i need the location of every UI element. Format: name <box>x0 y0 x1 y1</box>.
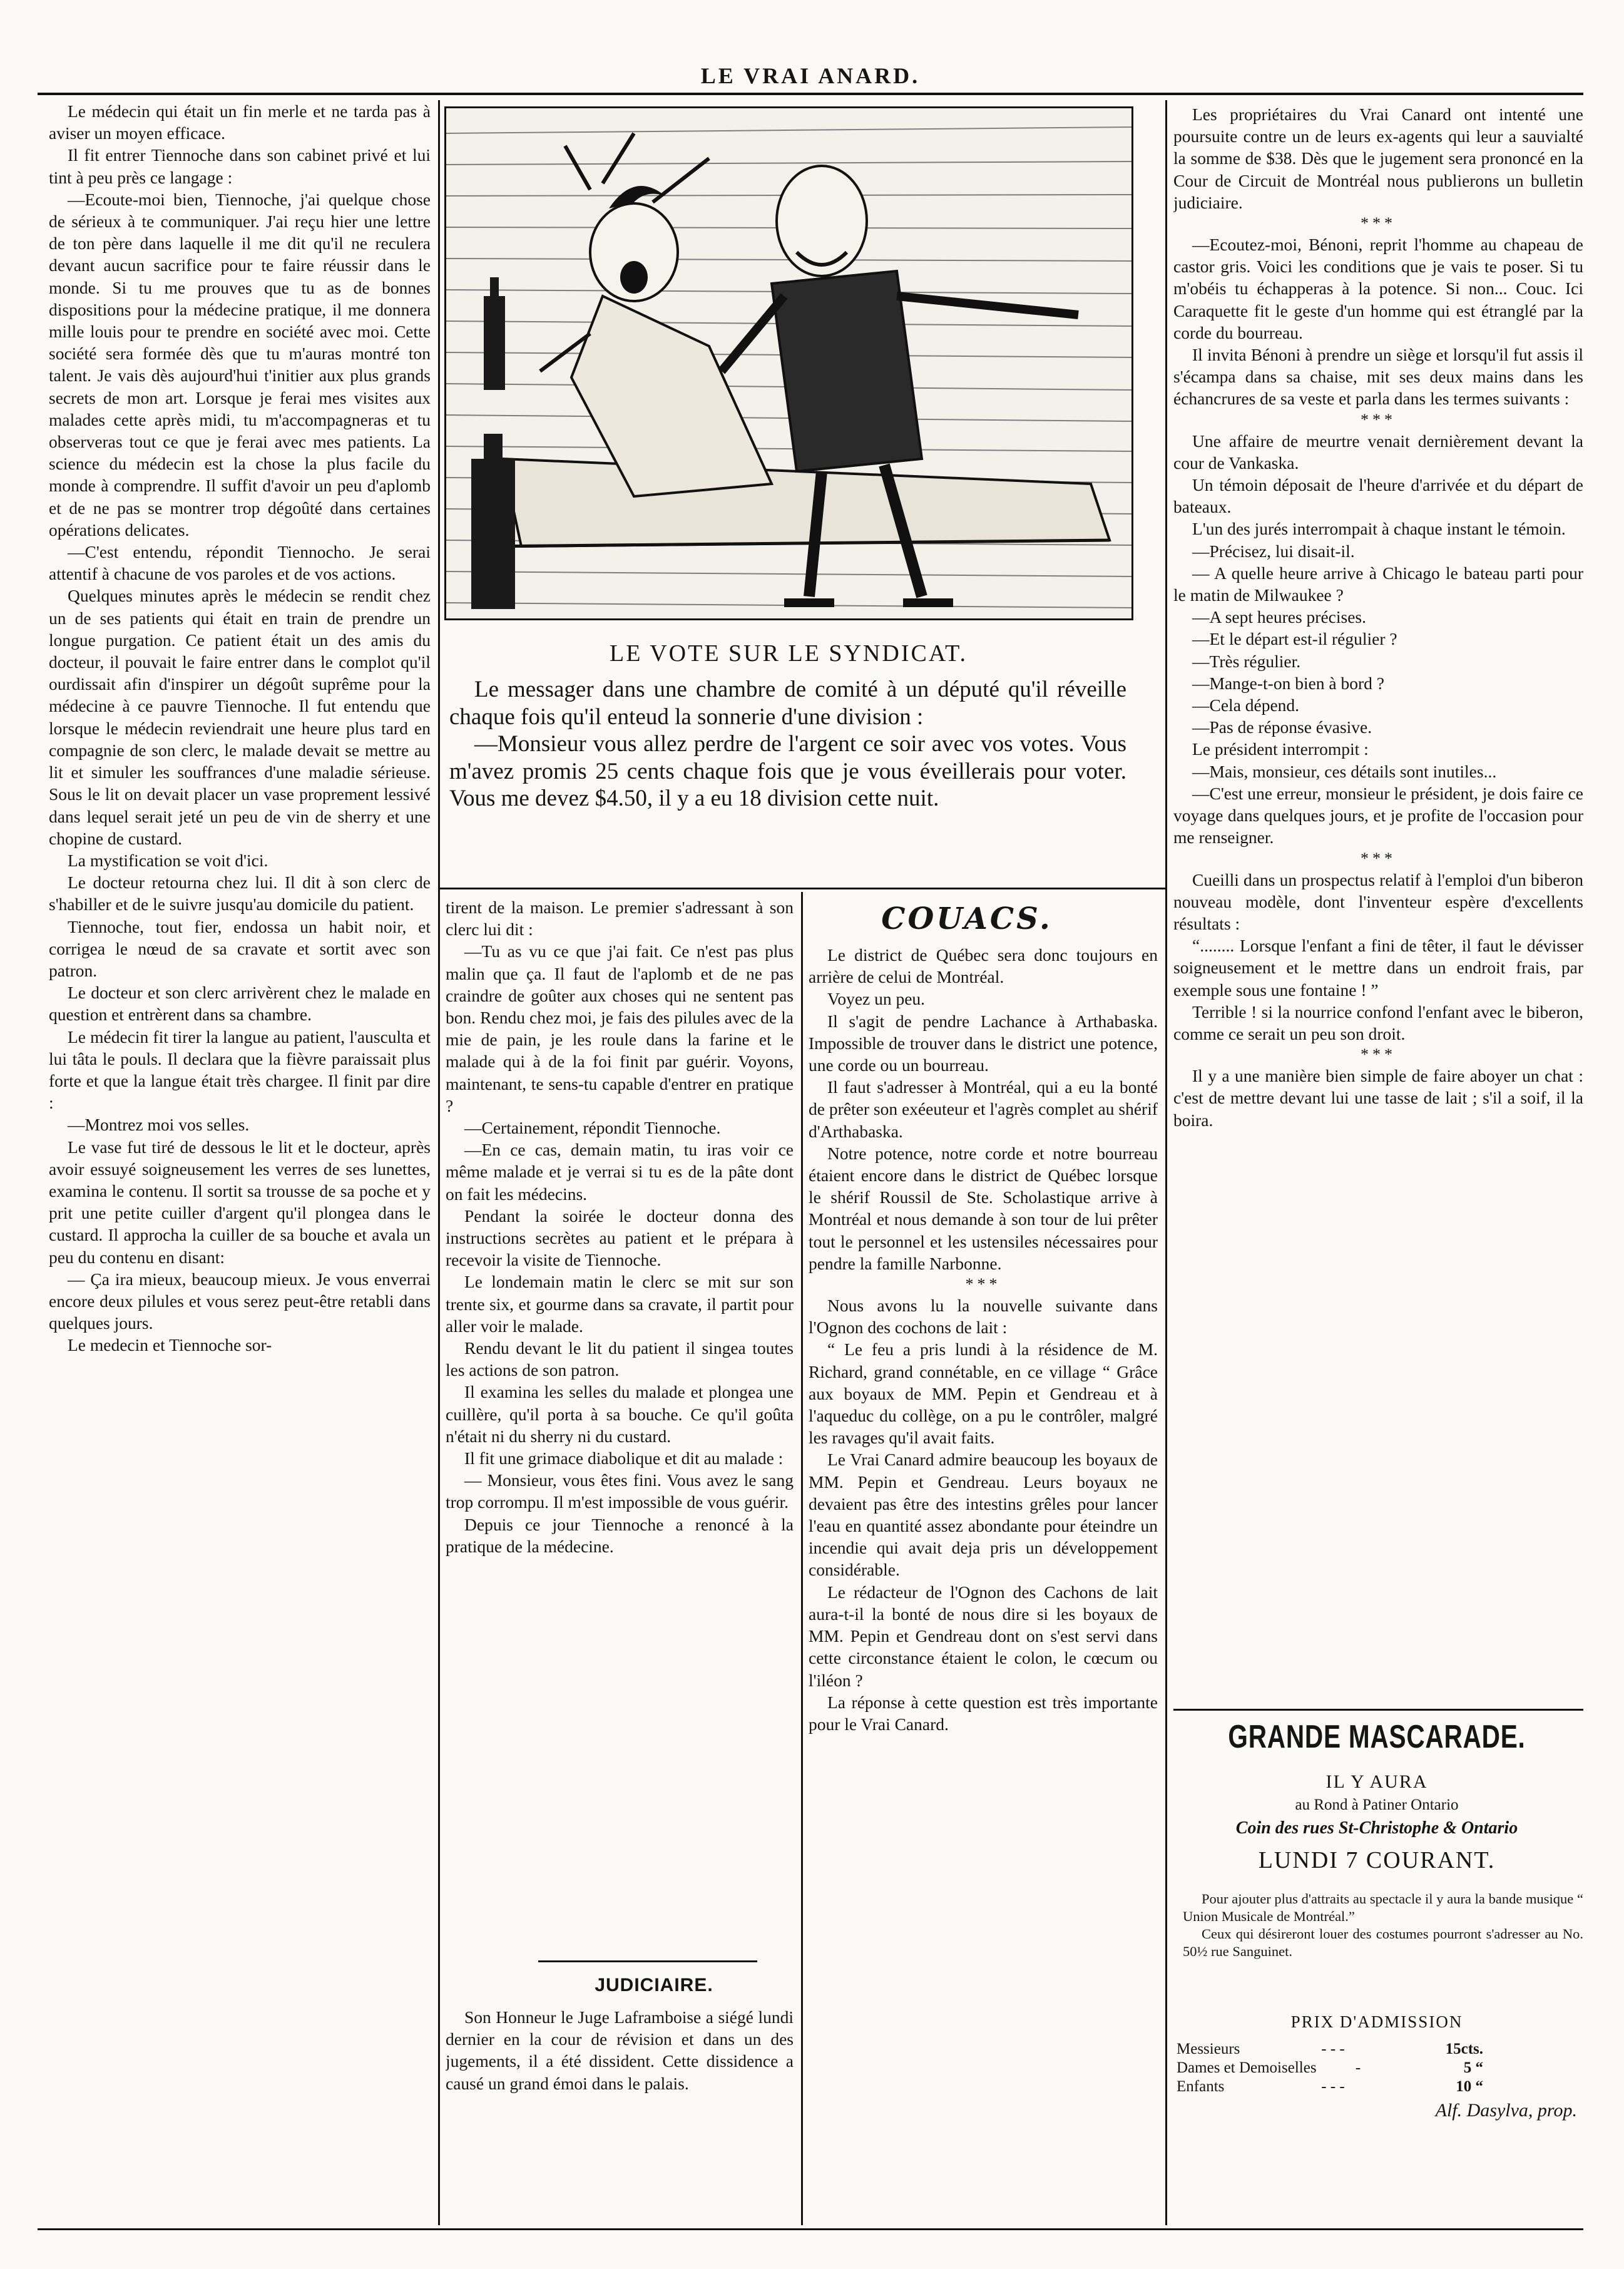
col4-paragraph: — A quelle heure arrive à Chicago le bateau parti pour le matin de Milwaukee ? <box>1173 563 1583 605</box>
col4-paragraph: Il invita Bénoni à prendre un siège et lorsqu'il fut assis il s'écampa dans sa chaise, mit ses deux mains dans les échancrures de sa veste et parla dans les termes suivants : <box>1173 345 1583 409</box>
col4-paragraph: Terrible ! si la nourrice confond l'enfant avec le biberon, comme ce serait un peu son droit. <box>1173 1001 1583 1043</box>
col4-paragraph: “........ Lorsque l'enfant a fini de têter, il faut le dévisser soigneusement et le mettre dans un endroit frais, par exemple sous une fontaine ! ” <box>1173 936 1583 1000</box>
col1-paragraph: —Montrez moi vos selles. <box>68 1115 250 1135</box>
col2-paragraph: Il fit une grimace diabolique et dit au malade : <box>464 1448 784 1468</box>
col4-paragraph: —Mais, monsieur, ces détails sont inutiles... <box>1192 761 1497 781</box>
col4-paragraph: Il y a une manière bien simple de faire aboyer un chat : c'est de mettre devant lui une tasse de lait ; s'il a soif, il la boira. <box>1173 1066 1583 1130</box>
couacs-paragraph: Le Vrai Canard admire beaucoup les boyaux de MM. Pepin et Gendreau. Leurs boyaux ne devaient pas être des intestins grêles pour lancer l'eau en quantité assez abondante pour éteindre un incendie qui avait deja pris un développement considérable. <box>809 1450 1158 1580</box>
col1-paragraph: —C'est entendu, répondit Tiennocho. Je serai attentif à chacune de vos paroles et de vos actions. <box>49 542 431 584</box>
col4-paragraph: —Pas de réponse évasive. <box>1192 717 1372 737</box>
couacs-quote: “ Le feu a pris lundi à la résidence de M. Richard, grand connétable, en ce village “ Grâce aux boyaux de MM. Pepin et Gendreau et à l'aqueduc du collège, on a pu le contrôler, malgré les ravages qu'il avait faits. <box>809 1339 1158 1448</box>
couacs-paragraph: Nous avons lu la nouvelle suivante dans l'Ognon des cochons de lait : <box>809 1296 1158 1338</box>
caption-title: LE VOTE SUR LE SYNDICAT. <box>610 640 968 667</box>
ad-body <box>1170 1890 1583 1960</box>
column-4 <box>1173 103 1583 1706</box>
price-label: Enfants <box>1177 2078 1225 2095</box>
masthead: LE VRAI ANARD. <box>700 63 921 88</box>
price-dots: - - - <box>1321 2041 1345 2057</box>
price-label: Messieurs <box>1177 2041 1240 2057</box>
col1-paragraph: — Ça ira mieux, beaucoup mieux. Je vous enverrai encore deux pilules et vous serez peut-être retabli dans quelques jours. <box>49 1269 431 1333</box>
column-2 <box>446 896 794 1954</box>
col2-paragraph: Rendu devant le lit du patient il singea toutes les actions de son patron. <box>446 1338 794 1380</box>
ad-date: LUNDI 7 COURANT. <box>1258 1847 1496 1873</box>
column-rule-1 <box>438 100 440 2225</box>
col4-paragraph: —Ecoutez-moi, Bénoni, reprit l'homme au chapeau de castor gris. Voici les conditions que je vais te poser. Si tu m'obéis tu échapperas à la potence. Si non... Couc. Ici Caraquette fit le geste d'un homme qui est étranglé par la corde du bourreau. <box>1173 235 1583 342</box>
caption-rule <box>438 888 1165 889</box>
ad-paragraph: Pour ajouter plus d'attraits au spectacle il y aura la bande musique “ Union Musicale de Montréal.” <box>1183 1891 1583 1924</box>
col1-paragraph: Le médecin qui était un fin merle et ne tarda pas à aviser un moyen efficace. <box>49 101 431 143</box>
col4-paragraph: —A sept heures précises. <box>1192 607 1366 627</box>
col1-paragraph: Le medecin et Tiennoche sor- <box>68 1335 272 1355</box>
col4-paragraph: L'un des jurés interrompait à chaque instant le témoin. <box>1192 519 1566 539</box>
caption-paragraph: Le messager dans une chambre de comité à un député qu'il réveille chaque fois qu'il enteud la sonnerie d'une division : <box>449 677 1126 730</box>
couacs-paragraph: Notre potence, notre corde et notre bourreau étaient encore dans le district de Québec lorsque le shérif Roussil de Ste. Scholastique arrive à Montréal et nous demande à son tour de lui prêter tout le personnel et les ustensiles nécessaires pour pendre la famille Narbonne. <box>809 1143 1158 1273</box>
col4-paragraph: Cueilli dans un prospectus relatif à l'emploi d'un biberon nouveau modèle, dont l'inventeur espère d'excellents résultats : <box>1173 869 1583 933</box>
caption-paragraph: —Monsieur vous allez perdre de l'argent ce soir avec vos votes. Vous m'avez promis 25 cents chaque fois que je vous éveillerais pour voter. Vous me devez $4.50, il y a eu 18 division cette nuit. <box>449 731 1126 811</box>
price-value: 5 “ <box>1463 2059 1483 2076</box>
cartoon-drawing <box>446 108 1131 618</box>
col4-paragraph: —Précisez, lui disait-il. <box>1192 541 1355 561</box>
price-value: 10 “ <box>1456 2078 1483 2095</box>
col2-paragraph: Il examina les selles du malade et plongea une cuillère, qu'il porta à sa bouche. Ce qu'il goûta n'était ni du sherry ni du custard. <box>446 1382 794 1446</box>
ad-paragraph: Ceux qui désireront louer des costumes pourront s'adresser au No. 50½ rue Sanguinet. <box>1183 1926 1583 1959</box>
judiciaire-rule <box>538 1960 757 1962</box>
judiciaire-text <box>446 2006 794 2225</box>
page-bottom-rule <box>38 2228 1583 2230</box>
judiciaire-paragraph: Son Honneur le Juge Laframboise a siégé lundi dernier en la cour de révision et dans un des jugements, il a été dissident. Cette dissidence a causé un grand émoi dans le palais. <box>446 2007 794 2093</box>
ad-title: GRANDE MASCARADE. <box>1228 1719 1526 1755</box>
col4-paragraph: —Et le départ est-il régulier ? <box>1192 629 1397 649</box>
separator-stars: *** <box>1361 410 1396 429</box>
column-rule-3 <box>1165 100 1167 2225</box>
col1-paragraph: Le docteur et son clerc arrivèrent chez le malade en question et entrèrent dans sa chambre. <box>49 983 431 1025</box>
col1-paragraph: La mystification se voit d'ici. <box>68 850 268 870</box>
col2-paragraph: —Certainement, répondit Tiennoche. <box>464 1118 721 1138</box>
col4-paragraph: Un témoin déposait de l'heure d'arrivée et du départ de bateaux. <box>1173 475 1583 517</box>
couacs-paragraph: Le district de Québec sera donc toujours en arrière de celui de Montréal. <box>809 945 1158 987</box>
separator-stars: *** <box>1361 214 1396 233</box>
price-row <box>1177 2059 1502 2077</box>
price-label: Dames et Demoiselles <box>1177 2059 1317 2076</box>
ad-line: au Rond à Patiner Ontario <box>1295 1796 1459 1813</box>
price-row <box>1177 2041 1502 2058</box>
ad-prix-heading: PRIX D'ADMISSION <box>1290 2012 1463 2031</box>
column-1 <box>49 100 431 2228</box>
col4-paragraph: Une affaire de meurtre venait dernièrement devant la cour de Vankaska. <box>1173 431 1583 473</box>
col4-paragraph: —Mange-t-on bien à bord ? <box>1192 673 1384 693</box>
couacs-paragraph: Il faut s'adresser à Montréal, qui a eu la bonté de prêter son exéeuteur et l'agrès complet au shérif d'Arthabaska. <box>809 1077 1158 1141</box>
price-dots: - - - <box>1321 2078 1345 2095</box>
col1-paragraph: Il fit entrer Tiennoche dans son cabinet privé et lui tint à peu près ce langage : <box>49 145 431 187</box>
column-3 <box>809 944 1158 2224</box>
separator-stars: *** <box>1361 849 1396 868</box>
col1-paragraph: Le docteur retourna chez lui. Il dit à son clerc de s'habiller et de le suivre jusqu'au domicile du patient. <box>49 873 431 914</box>
caption-body <box>449 676 1126 812</box>
couacs-paragraph: Le rédacteur de l'Ognon des Cachons de lait aura-t-il la bonté de nous dire si les boyaux de MM. Pepin et Gendreau dont on s'est servi dans cette circonstance étaient le colon, le cœcum ou l'iléon ? <box>809 1582 1158 1690</box>
cartoon-illustration <box>444 106 1133 620</box>
col1-paragraph: Tiennoche, tout fier, endossa un habit noir, et corrigea le nœud de sa cravate et sortit avec son patron. <box>49 916 431 980</box>
separator-stars: *** <box>965 1275 1001 1294</box>
column-rule-2 <box>801 892 803 2225</box>
col4-paragraph: —Cela dépend. <box>1192 695 1300 715</box>
col2-paragraph: Pendant la soirée le docteur donna des instructions secrètes au patient et le prépara à recevoir la visite de Tiennoche. <box>446 1206 794 1270</box>
judiciaire-title: JUDICIAIRE. <box>595 1975 713 1995</box>
ad-rule <box>1173 1709 1583 1711</box>
couacs-paragraph: La réponse à cette question est très importante pour le Vrai Canard. <box>809 1692 1158 1734</box>
masthead-rule <box>38 93 1583 95</box>
couacs-paragraph: Il s'agit de pendre Lachance à Arthabaska. Impossible de trouver dans le district une potence, une corde ou un bourreau. <box>809 1011 1158 1075</box>
col2-paragraph: Le londemain matin le clerc se mit sur son trente six, et gourme dans sa cravate, il partit pour aller voir le malade. <box>446 1272 794 1336</box>
col4-paragraph: —C'est une erreur, monsieur le président, je dois faire ce voyage dans quelques jours, et je profite de l'occasion pour me renseigner. <box>1173 783 1583 848</box>
col2-paragraph: tirent de la maison. Le premier s'adressant à son clerc lui dit : <box>446 898 794 940</box>
ad-signature: Alf. Dasylva, prop. <box>1435 2100 1577 2121</box>
col2-paragraph: —Tu as vu ce que j'ai fait. Ce n'est pas plus malin que ça. Il faut de l'aplomb et de ne pas craindre de goûter aux choses qui ne sentent pas bon. Rendu chez moi, je fais des pilules avec de la mie de pain, je les roule dans la farine et le malade qui à de la foi finit par guérir. Voyons, maintenant, te sens-tu capable d'entrer en pratique ? <box>446 941 794 1115</box>
price-dots: - <box>1355 2059 1361 2076</box>
col2-paragraph: — Monsieur, vous êtes fini. Vous avez le sang trop corrompu. Il m'est impossible de vous guérir. <box>446 1470 794 1512</box>
col1-paragraph: —Ecoute-moi bien, Tiennoche, j'ai quelque chose de sérieux à te communiquer. J'ai reçu hier une lettre de ton père dans laquelle il me dit qu'il ne reculera devant aucun sacrifice pour te faire réussir dans le monde. Si tu me prouves que tu as de bonnes dispositions pour la médecine pratique, il me donnera mille louis pour te prendre en société avec moi. Cette société sera formée dès que tu m'auras montré ton talent. Je vais dès aujourd'hui t'initier aux plus grands secrets de mon art. Lorsque je ferai mes visites aux malades cette après midi, tu m'accompagneras et tu observeras tout ce que je ferai avec mes patients. La science du médecin est la chose la plus facile du monde à comprendre. Il suffit d'avoir un peu d'aplomb et de ne pas se montrer trop dégoûté dans certaines opérations delicates. <box>49 189 431 540</box>
price-value: 15cts. <box>1445 2041 1483 2057</box>
couacs-paragraph: Voyez un peu. <box>827 989 926 1009</box>
col1-paragraph: Le médecin fit tirer la langue au patient, l'ausculta et lui tâta le pouls. Il declara que la fièvre paraissait plus forte et que la langue était très chargee. Il finit par dire : <box>49 1027 431 1113</box>
col1-paragraph: Le vase fut tiré de dessous le lit et le docteur, après avoir essuyé soigneusement les verres de ses lunettes, examina le contenu. Il sortit sa trousse de sa poche et y prit une petite cuiller d'argent qu'il plongea dans le custard. Il approcha la cuiller de sa bouche et avala un peu du contenu en disant: <box>49 1137 431 1267</box>
col2-paragraph: Depuis ce jour Tiennoche a renoncé à la pratique de la médecine. <box>446 1514 794 1556</box>
price-row <box>1177 2078 1502 2096</box>
separator-stars: *** <box>1361 1045 1396 1064</box>
col4-paragraph: —Très régulier. <box>1192 651 1301 671</box>
couacs-title: COUACS. <box>881 901 1053 936</box>
ad-address: Coin des rues St-Christophe & Ontario <box>1235 1818 1518 1838</box>
col2-paragraph: —En ce cas, demain matin, tu iras voir ce même malade et je verrai si tu es de la pâte dont on fait les médecins. <box>446 1140 794 1204</box>
col4-paragraph: Le président interrompit : <box>1192 739 1369 759</box>
col1-paragraph: Quelques minutes après le médecin se rendit chez un de ses patients qui était en train de prendre un longue purgation. Ce patient était un des amis du docteur, il pouvait le faire entrer dans le complot qu'il ourdissait afin d'inspirer un dégoût suprême pour la médecine à ce pauvre Tiennoche. Il fut entendu que lorsque le médecin reviendrait une heure plus tard en compagnie de son clerc, le malade devait se mettre au lit et simuler les souffrances d'une maladie sérieuse. Sous le lit on devait placer un vase proprement lessivé dans lequel serait jeté un peu de vin de sherry et une chopine de custard. <box>49 586 431 848</box>
col4-paragraph: Les propriétaires du Vrai Canard ont intenté une poursuite contre un de leurs ex-agents qui leur a sauvialté la somme de $38. Dès que le jugement sera prononcé en la Cour de Circuit de Montréal nous publierons un bulletin judiciaire. <box>1173 105 1583 212</box>
ad-line: IL Y AURA <box>1325 1771 1428 1792</box>
